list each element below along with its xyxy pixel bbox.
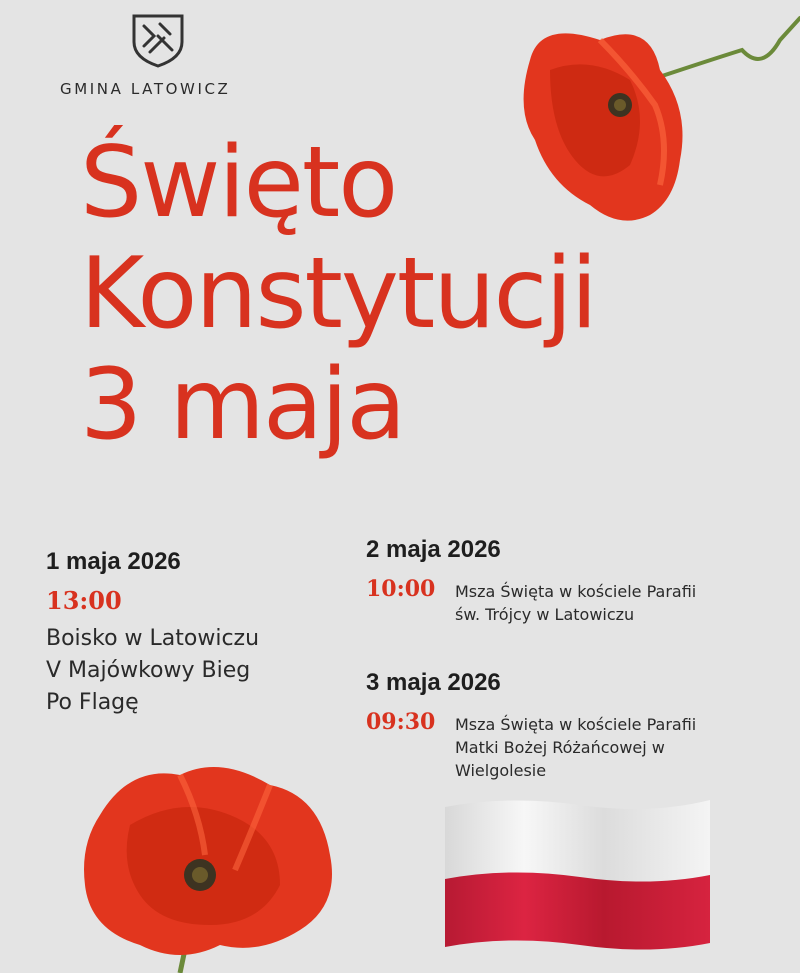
event-description-line: Wielgolesie (455, 761, 547, 780)
org-name: GMINA LATOWICZ (60, 80, 231, 98)
event-description (455, 580, 785, 626)
polish-flag-icon (440, 795, 715, 950)
title-line-3: 3 maja (80, 348, 405, 462)
event-time: 13:00 (46, 586, 122, 615)
title-line-1: Święto (80, 126, 397, 240)
coat-of-arms-icon (130, 12, 186, 68)
event-date: 3 maja 2026 (366, 669, 501, 696)
title-line-2: Konstytucji (80, 237, 596, 351)
event-date: 2 maja 2026 (366, 536, 501, 563)
event-description-line: Boisko w Latowiczu (46, 626, 260, 651)
poppy-flower-icon (480, 0, 800, 240)
poppy-flower-icon (60, 755, 360, 973)
event-date: 1 maja 2026 (46, 548, 181, 575)
event-description-line: Msza Święta w kościele Parafii (455, 582, 697, 601)
event-time: 09:30 (366, 709, 436, 735)
event-description-line: Po Flagę (46, 690, 139, 715)
event-description (455, 713, 785, 782)
event-description-line: V Majówkowy Bieg (46, 658, 251, 683)
event-description-line: Matki Bożej Różańcowej w (455, 738, 665, 757)
event-description-line: Msza Święta w kościele Parafii (455, 715, 697, 734)
event-time: 10:00 (366, 576, 436, 602)
event-description-line: św. Trójcy w Latowiczu (455, 605, 635, 624)
event-description (46, 623, 346, 719)
